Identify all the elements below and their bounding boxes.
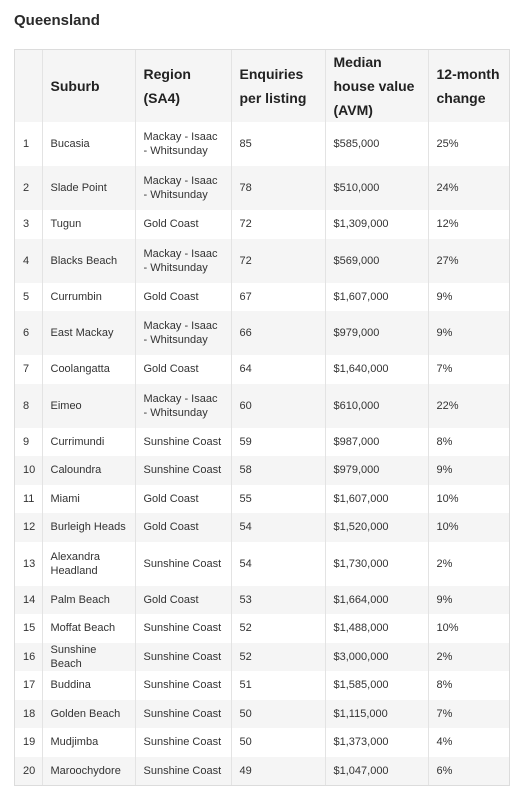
cell-enquiries: 59 xyxy=(231,428,325,457)
cell-median-value: $610,000 xyxy=(325,384,428,428)
cell-rank: 10 xyxy=(15,456,42,485)
table-row xyxy=(15,428,509,457)
table-row xyxy=(15,355,509,384)
cell-median-value: $1,585,000 xyxy=(325,671,428,700)
cell-change: 10% xyxy=(428,614,509,643)
cell-change: 10% xyxy=(428,513,509,542)
cell-suburb: Sunshine Beach xyxy=(42,643,135,672)
cell-suburb: Palm Beach xyxy=(42,586,135,615)
cell-region: Gold Coast xyxy=(135,513,231,542)
cell-region: Mackay - Isaac - Whitsunday xyxy=(135,239,231,283)
cell-rank: 7 xyxy=(15,355,42,384)
table-row xyxy=(15,671,509,700)
cell-change: 4% xyxy=(428,728,509,757)
cell-enquiries: 52 xyxy=(231,614,325,643)
cell-change: 25% xyxy=(428,122,509,166)
cell-change: 24% xyxy=(428,166,509,210)
cell-median-value: $1,047,000 xyxy=(325,757,428,786)
table-row xyxy=(15,542,509,586)
cell-rank: 14 xyxy=(15,586,42,615)
cell-suburb: Coolangatta xyxy=(42,355,135,384)
cell-suburb: Burleigh Heads xyxy=(42,513,135,542)
cell-rank: 9 xyxy=(15,428,42,457)
cell-enquiries: 54 xyxy=(231,513,325,542)
cell-rank: 6 xyxy=(15,311,42,355)
table-row xyxy=(15,513,509,542)
suburb-table xyxy=(15,50,509,785)
cell-suburb: Alexandra Headland xyxy=(42,542,135,586)
table-row xyxy=(15,122,509,166)
cell-suburb: Currimundi xyxy=(42,428,135,457)
cell-median-value: $1,488,000 xyxy=(325,614,428,643)
cell-region: Gold Coast xyxy=(135,210,231,239)
table-header-row xyxy=(15,50,509,122)
header-region: Region (SA4) xyxy=(135,50,231,122)
cell-region: Mackay - Isaac - Whitsunday xyxy=(135,166,231,210)
header-change: 12-month change xyxy=(428,50,509,122)
table-row xyxy=(15,384,509,428)
cell-change: 27% xyxy=(428,239,509,283)
cell-median-value: $1,607,000 xyxy=(325,283,428,312)
page-title: Queensland xyxy=(14,12,100,29)
cell-region: Sunshine Coast xyxy=(135,643,231,672)
table-row xyxy=(15,456,509,485)
cell-region: Mackay - Isaac - Whitsunday xyxy=(135,122,231,166)
header-median-value: Median house value (AVM) xyxy=(325,50,428,122)
cell-region: Gold Coast xyxy=(135,586,231,615)
table-row xyxy=(15,700,509,729)
cell-suburb: Miami xyxy=(42,485,135,514)
header-enquiries: Enquiries per listing xyxy=(231,50,325,122)
cell-suburb: Golden Beach xyxy=(42,700,135,729)
cell-region: Gold Coast xyxy=(135,355,231,384)
cell-change: 9% xyxy=(428,283,509,312)
cell-rank: 8 xyxy=(15,384,42,428)
cell-median-value: $979,000 xyxy=(325,311,428,355)
cell-rank: 4 xyxy=(15,239,42,283)
table-row xyxy=(15,166,509,210)
cell-median-value: $585,000 xyxy=(325,122,428,166)
cell-change: 2% xyxy=(428,643,509,672)
cell-suburb: Slade Point xyxy=(42,166,135,210)
cell-median-value: $987,000 xyxy=(325,428,428,457)
table-row xyxy=(15,311,509,355)
cell-region: Sunshine Coast xyxy=(135,728,231,757)
cell-rank: 12 xyxy=(15,513,42,542)
cell-rank: 20 xyxy=(15,757,42,786)
cell-suburb: Tugun xyxy=(42,210,135,239)
cell-region: Gold Coast xyxy=(135,283,231,312)
cell-region: Sunshine Coast xyxy=(135,614,231,643)
cell-change: 9% xyxy=(428,586,509,615)
table-body xyxy=(15,122,509,785)
cell-median-value: $1,373,000 xyxy=(325,728,428,757)
cell-change: 9% xyxy=(428,311,509,355)
cell-region: Sunshine Coast xyxy=(135,757,231,786)
cell-change: 22% xyxy=(428,384,509,428)
cell-suburb: East Mackay xyxy=(42,311,135,355)
cell-rank: 3 xyxy=(15,210,42,239)
suburb-table-container xyxy=(14,49,510,786)
cell-rank: 17 xyxy=(15,671,42,700)
header-suburb: Suburb xyxy=(42,50,135,122)
cell-median-value: $979,000 xyxy=(325,456,428,485)
table-row xyxy=(15,283,509,312)
cell-rank: 16 xyxy=(15,643,42,672)
cell-rank: 5 xyxy=(15,283,42,312)
table-row xyxy=(15,586,509,615)
cell-rank: 2 xyxy=(15,166,42,210)
cell-region: Gold Coast xyxy=(135,485,231,514)
cell-suburb: Eimeo xyxy=(42,384,135,428)
cell-suburb: Blacks Beach xyxy=(42,239,135,283)
cell-change: 7% xyxy=(428,700,509,729)
cell-suburb: Bucasia xyxy=(42,122,135,166)
cell-enquiries: 53 xyxy=(231,586,325,615)
cell-enquiries: 49 xyxy=(231,757,325,786)
table-row xyxy=(15,728,509,757)
cell-median-value: $1,664,000 xyxy=(325,586,428,615)
cell-region: Sunshine Coast xyxy=(135,542,231,586)
cell-suburb: Buddina xyxy=(42,671,135,700)
cell-enquiries: 50 xyxy=(231,728,325,757)
cell-enquiries: 85 xyxy=(231,122,325,166)
footer-text-fragment xyxy=(14,781,414,788)
cell-enquiries: 60 xyxy=(231,384,325,428)
cell-suburb: Currumbin xyxy=(42,283,135,312)
cell-median-value: $1,607,000 xyxy=(325,485,428,514)
cell-median-value: $3,000,000 xyxy=(325,643,428,672)
cell-region: Mackay - Isaac - Whitsunday xyxy=(135,384,231,428)
cell-enquiries: 78 xyxy=(231,166,325,210)
cell-rank: 11 xyxy=(15,485,42,514)
cell-region: Sunshine Coast xyxy=(135,456,231,485)
cell-change: 10% xyxy=(428,485,509,514)
cell-enquiries: 54 xyxy=(231,542,325,586)
cell-enquiries: 55 xyxy=(231,485,325,514)
table-row xyxy=(15,239,509,283)
table-row xyxy=(15,614,509,643)
cell-median-value: $1,520,000 xyxy=(325,513,428,542)
cell-rank: 13 xyxy=(15,542,42,586)
cell-enquiries: 66 xyxy=(231,311,325,355)
cell-enquiries: 50 xyxy=(231,700,325,729)
cell-change: 9% xyxy=(428,456,509,485)
cell-enquiries: 72 xyxy=(231,239,325,283)
cell-enquiries: 72 xyxy=(231,210,325,239)
cell-suburb: Mudjimba xyxy=(42,728,135,757)
cell-median-value: $569,000 xyxy=(325,239,428,283)
cell-enquiries: 64 xyxy=(231,355,325,384)
table-row xyxy=(15,210,509,239)
cell-rank: 19 xyxy=(15,728,42,757)
cell-median-value: $1,115,000 xyxy=(325,700,428,729)
cell-suburb: Moffat Beach xyxy=(42,614,135,643)
cell-change: 8% xyxy=(428,671,509,700)
cell-change: 2% xyxy=(428,542,509,586)
cell-change: 8% xyxy=(428,428,509,457)
cell-rank: 18 xyxy=(15,700,42,729)
cell-suburb: Maroochydore xyxy=(42,757,135,786)
cell-region: Sunshine Coast xyxy=(135,700,231,729)
cell-region: Mackay - Isaac - Whitsunday xyxy=(135,311,231,355)
cell-enquiries: 67 xyxy=(231,283,325,312)
table-row xyxy=(15,643,509,672)
cell-change: 6% xyxy=(428,757,509,786)
cell-median-value: $1,640,000 xyxy=(325,355,428,384)
cell-region: Sunshine Coast xyxy=(135,428,231,457)
cell-rank: 15 xyxy=(15,614,42,643)
table-row xyxy=(15,485,509,514)
cell-enquiries: 51 xyxy=(231,671,325,700)
cell-rank: 1 xyxy=(15,122,42,166)
cell-median-value: $510,000 xyxy=(325,166,428,210)
cell-change: 7% xyxy=(428,355,509,384)
cell-median-value: $1,309,000 xyxy=(325,210,428,239)
cell-enquiries: 52 xyxy=(231,643,325,672)
cell-change: 12% xyxy=(428,210,509,239)
cell-suburb: Caloundra xyxy=(42,456,135,485)
header-rank xyxy=(15,50,42,122)
cell-region: Sunshine Coast xyxy=(135,671,231,700)
cell-enquiries: 58 xyxy=(231,456,325,485)
cell-median-value: $1,730,000 xyxy=(325,542,428,586)
